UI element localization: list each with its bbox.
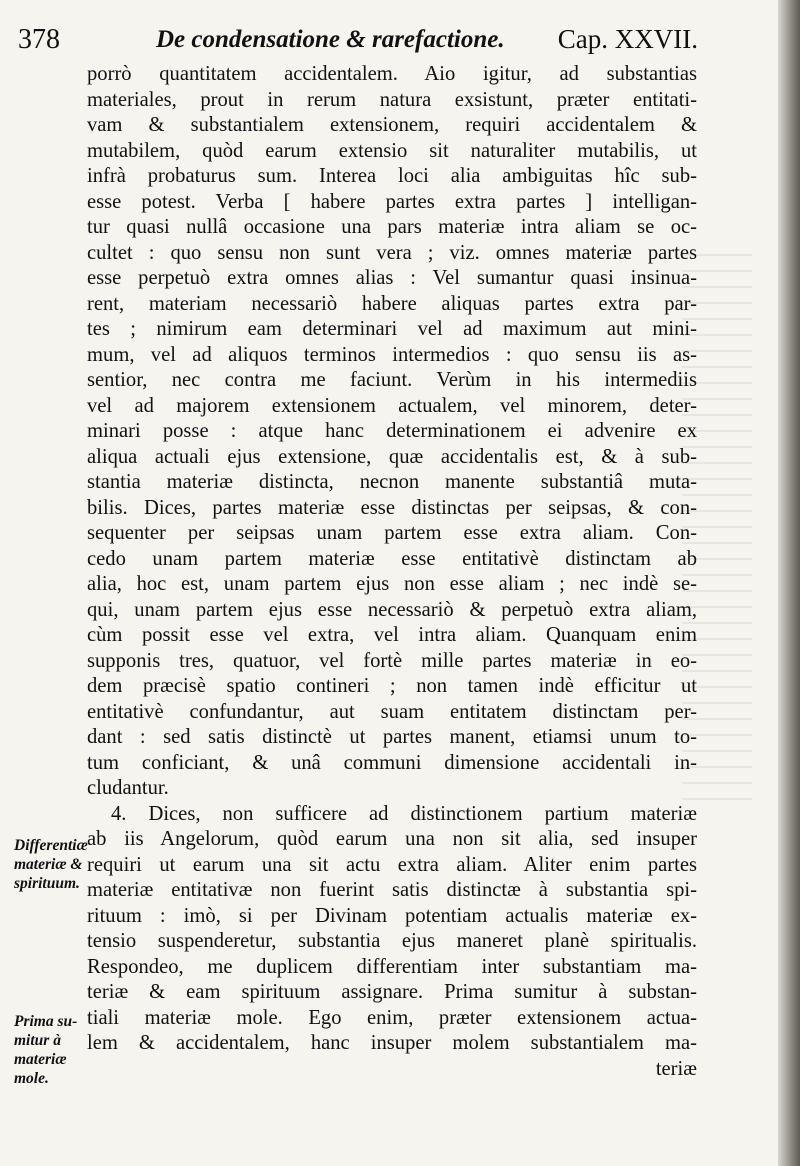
text-line: 4. Dices, non sufficere ad distinctionem partium materiæ	[111, 802, 697, 825]
text-line: teriæ & eam spirituum assignare. Prima sumitur à substan-	[87, 981, 697, 1003]
margin-note-line: Differentiæ	[14, 837, 88, 854]
text-line: vel ad majorem extensionem actualem, vel minorem, deter-	[87, 394, 697, 417]
running-header	[18, 22, 698, 62]
margin-note-line: Prima su-	[14, 1013, 78, 1030]
text-line: tensio suspenderetur, substantia ejus maneret planè spiritualis.	[87, 930, 697, 952]
text-line: tiali materiæ mole. Ego enim, præter extensionem actua-	[87, 1006, 697, 1029]
text-line: ab iis Angelorum, quòd earum una non sit alia, sed insuper	[87, 828, 697, 850]
margin-note-line: mole.	[14, 1070, 49, 1087]
text-line: bilis. Dices, partes materiæ esse distinctas per seipsas, & con-	[87, 496, 697, 519]
text-line: qui, unam partem ejus esse necessariò & perpetuò extra aliam,	[87, 598, 697, 621]
margin-note-line: spirituum.	[14, 875, 80, 892]
text-line: dant : sed satis distinctè ut partes manent, etiamsi unum to-	[87, 726, 697, 748]
text-line: tum conficiant, & unâ communi dimensione accidentali in-	[87, 751, 697, 774]
chapter-label: Cap. XXVII.	[557, 24, 698, 54]
text-line: sequenter per seipsas unam partem esse extra aliam. Con-	[87, 522, 697, 544]
text-line: requiri ut earum una sit actu extra aliam. Aliter enim partes	[87, 853, 697, 876]
text-line: cludantur.	[87, 777, 169, 799]
text-line: dem præcisè spatio contineri ; non tamen indè efficitur ut	[87, 675, 697, 697]
text-line: cedo unam partem materiæ esse entitativè distinctam ab	[87, 547, 697, 570]
text-line: entitativè confundantur, aut suam entitatem distinctam per-	[87, 700, 697, 723]
text-line: tes ; nimirum eam determinari vel ad maximum aut mini-	[87, 318, 697, 340]
page-number: 378	[18, 24, 60, 55]
text-line: cùm possit esse vel extra, vel intra aliam. Quanquam enim	[87, 624, 697, 646]
text-line: esse potest. Verba [ habere partes extra partes ] intelligan-	[87, 190, 697, 213]
margin-note-line: mitur à	[14, 1032, 61, 1049]
text-line: mum, vel ad aliquos terminos intermedios : quo sensu iis as-	[87, 343, 697, 366]
text-line: stantia materiæ distincta, necnon manente substantiâ muta-	[87, 471, 697, 493]
text-line: lem & accidentalem, hanc insuper molem substantialem ma-	[87, 1032, 697, 1054]
text-line: rent, materiam necessariò habere aliquas partes extra par-	[87, 292, 697, 315]
text-line: minari posse : atque hanc determinationem ei advenire ex	[87, 420, 697, 442]
margin-note-line: materiæ	[14, 1051, 67, 1068]
text-line: vam & substantialem extensionem, requiri accidentalem &	[87, 114, 697, 136]
text-line: alia, hoc est, unam partem ejus non esse aliam ; nec indè se-	[87, 573, 697, 595]
margin-note-differentiae	[14, 836, 100, 893]
text-line: Respondeo, me duplicem differentiam inter substantiam ma-	[87, 955, 697, 978]
text-line: rituum : imò, si per Divinam potentiam actualis materiæ ex-	[87, 904, 697, 927]
text-line: porrò quantitatem accidentalem. Aio igitur, ad substantias	[87, 63, 697, 85]
text-line: sentior, nec contra me faciunt. Verùm in his intermediis	[87, 369, 697, 391]
text-line: supponis tres, quatuor, vel fortè mille partes materiæ in eo-	[87, 649, 697, 672]
text-line: materiales, prout in rerum natura exsistunt, præter entitati-	[87, 88, 697, 111]
text-line: infrà probaturus sum. Interea loci alia ambiguitas hîc sub-	[87, 165, 697, 187]
body-text	[87, 62, 697, 1082]
text-line: esse perpetuò extra omnes alias : Vel sumantur quasi insinua-	[87, 267, 697, 289]
margin-note-line: materiæ &	[14, 856, 83, 873]
margin-note-prima-sumitur	[14, 1012, 100, 1088]
text-line: materiæ entitativæ non fuerint satis distinctæ à substantia spi-	[87, 879, 697, 901]
text-line: cultet : quo sensu non sunt vera ; viz. omnes materiæ partes	[87, 241, 697, 264]
text-line: tur quasi nullâ occasione una pars materiæ intra aliam se oc-	[87, 216, 697, 238]
text-line: mutabilem, quòd earum extensio sit naturaliter mutabilis, ut	[87, 139, 697, 162]
book-gutter	[778, 0, 800, 1166]
text-line: aliqua actuali ejus extensione, quæ accidentalis est, & à sub-	[87, 445, 697, 468]
text-line: teriæ	[655, 1057, 697, 1080]
running-title: De condensatione & rarefactione.	[156, 26, 505, 53]
